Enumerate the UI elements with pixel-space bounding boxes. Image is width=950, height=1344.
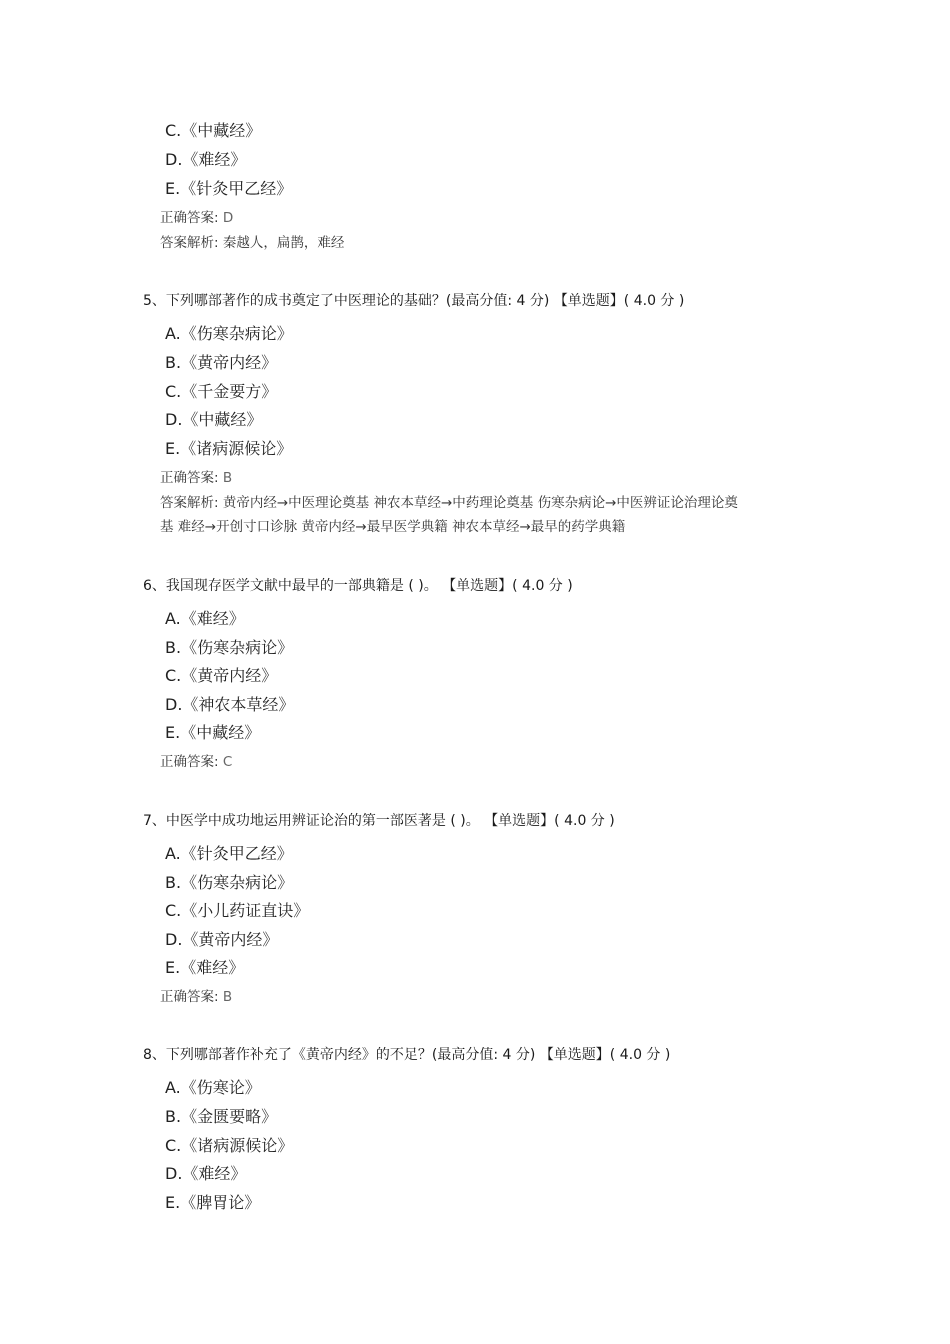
option-c: C.《中藏经》 [165,121,262,140]
option-b: B.《伤寒杂病论》 [165,638,294,657]
option-d: D.《难经》 [165,1164,247,1183]
option-c: C.《黄帝内经》 [165,666,278,685]
answer-explanation [160,231,344,251]
correct-answer [160,985,232,1005]
option-a: A.《难经》 [165,609,245,628]
option-e: E.《脾胃论》 [165,1193,261,1212]
option-e: E.《难经》 [165,958,245,977]
question-title: 5、下列哪部著作的成书奠定了中医理论的基础？(最高分值: 4 分) 【单选题】( 4.0 分 ) [143,293,685,309]
correct-answer-value: B [222,470,233,486]
option-b: B.《黄帝内经》 [165,353,278,372]
question-title: 8、下列哪部著作补充了《黄帝内经》的不足？(最高分值: 4 分) 【单选题】( 4.0 分 ) [143,1047,671,1063]
correct-answer [160,466,232,486]
correct-answer [160,206,233,226]
answer-explanation [160,491,738,511]
option-e: E.《诸病源候论》 [165,439,293,458]
option-e: E.《中藏经》 [165,723,261,742]
question-title: 6、我国现存医学文献中最早的一部典籍是 ( )。 【单选题】( 4.0 分 ) [143,578,573,594]
explanation-label: 答案解析: [160,235,219,251]
correct-answer-label: 正确答案: [160,989,219,1005]
option-a: A.《伤寒杂病论》 [165,324,293,343]
option-d: D.《中藏经》 [165,410,263,429]
option-e: E.《针灸甲乙经》 [165,179,293,198]
option-a: A.《针灸甲乙经》 [165,844,293,863]
correct-answer-value: B [222,989,233,1005]
option-b: B.《伤寒杂病论》 [165,873,294,892]
option-d: D.《神农本草经》 [165,695,295,714]
explanation-label: 答案解析: [160,495,219,511]
correct-answer-value: C [222,754,233,770]
explanation-text: 秦越人，扁鹊，难经 [222,235,345,251]
option-c: C.《千金要方》 [165,382,278,401]
option-b: B.《金匮要略》 [165,1107,278,1126]
correct-answer-label: 正确答案: [160,210,219,226]
option-a: A.《伤寒论》 [165,1078,261,1097]
correct-answer-value: D [222,210,234,226]
explanation-text-line1: 黄帝内经→中医理论奠基 神农本草经→中药理论奠基 伤寒杂病论→中医辨证论治理论奠 [222,495,738,511]
option-c: C.《小儿药证直诀》 [165,901,310,920]
correct-answer-label: 正确答案: [160,754,219,770]
correct-answer [160,750,232,770]
correct-answer-label: 正确答案: [160,470,219,486]
option-d: D.《黄帝内经》 [165,930,279,949]
explanation-text-line2: 基 难经→开创寸口诊脉 黄帝内经→最早医学典籍 神农本草经→最早的药学典籍 [160,519,626,535]
option-c: C.《诸病源候论》 [165,1136,294,1155]
option-d: D.《难经》 [165,150,247,169]
question-title: 7、中医学中成功地运用辨证论治的第一部医著是 ( )。 【单选题】( 4.0 分 ) [143,813,615,829]
